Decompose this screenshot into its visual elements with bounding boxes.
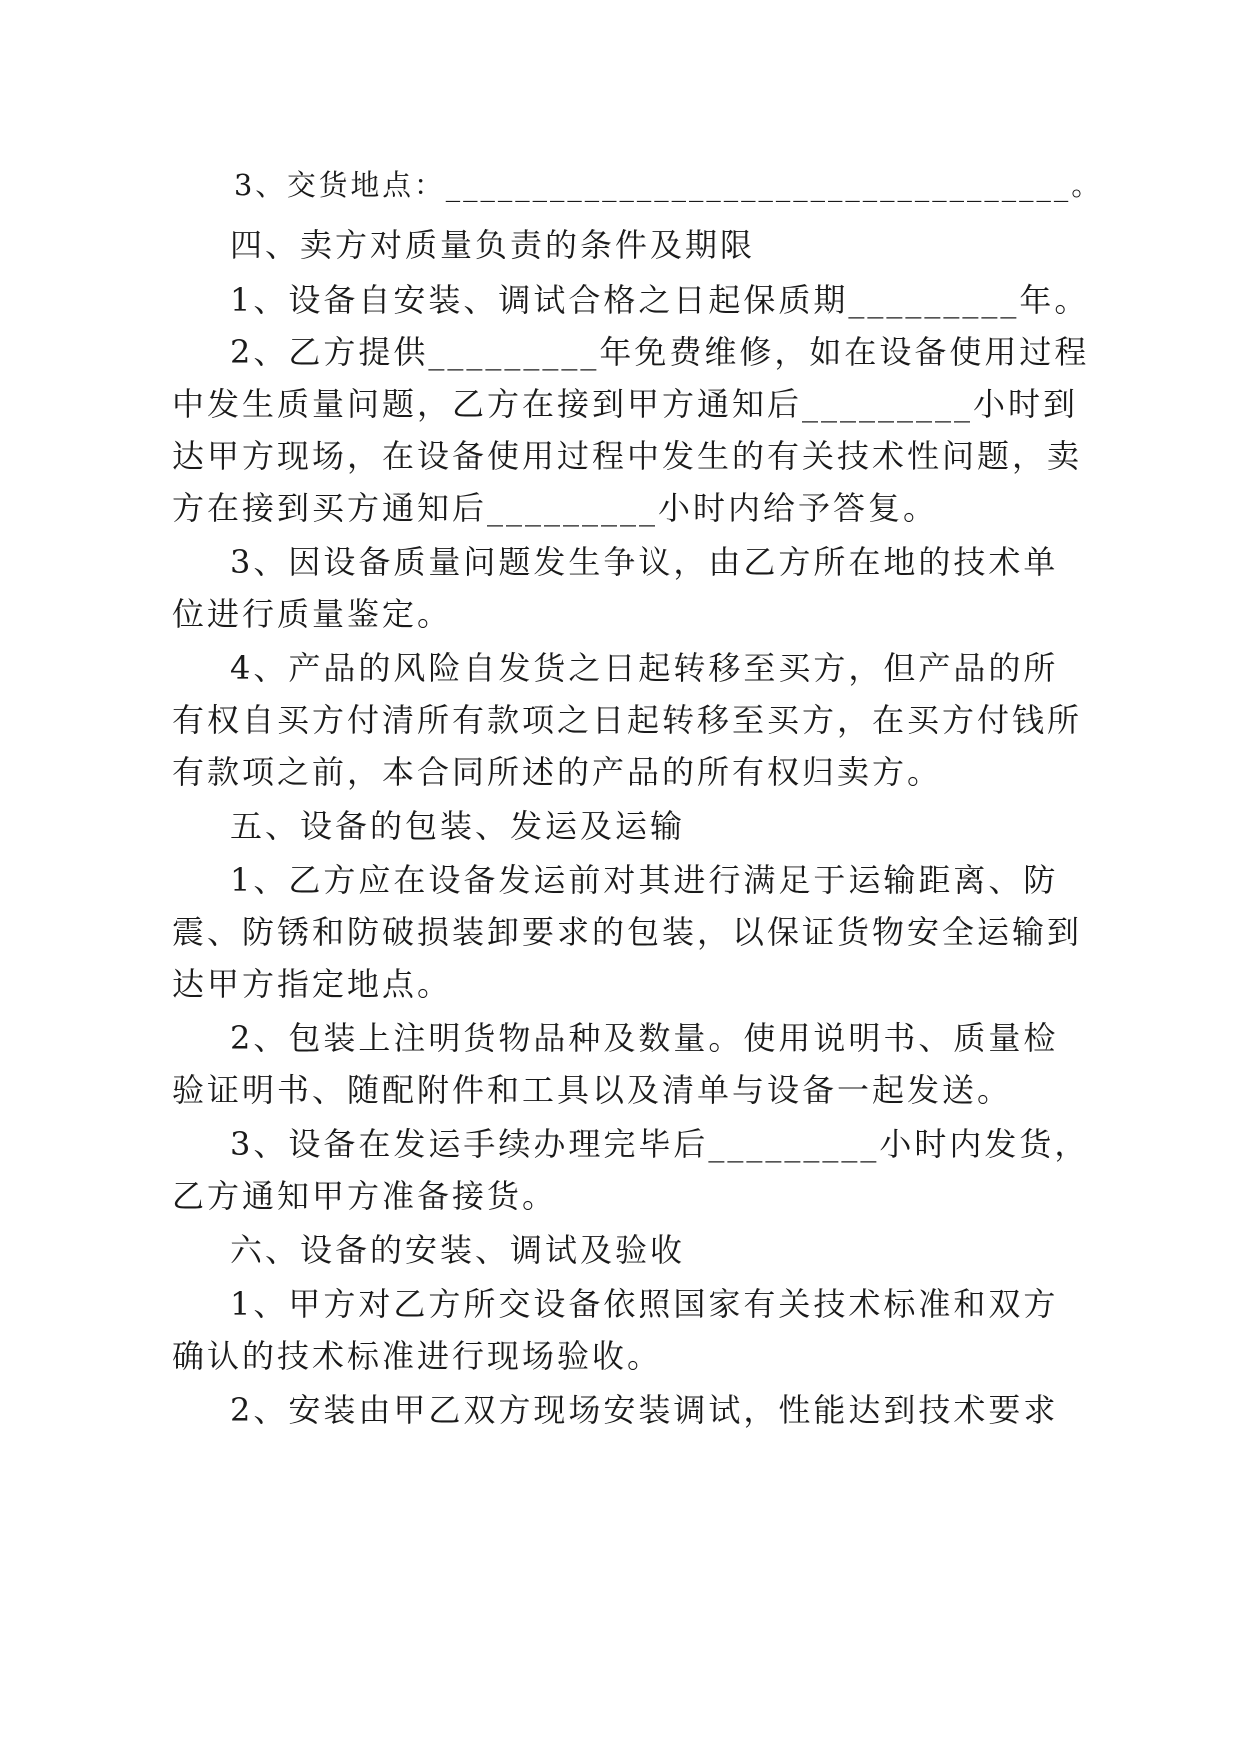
clause-risk-transfer-cont: 有款项之前，本合同所述的产品的所有权归卖方。 [172, 753, 943, 791]
clause-free-repair-cont: 方在接到买方通知后_________小时内给予答复。 [172, 489, 939, 527]
clause-quality-dispute-cont: 位进行质量鉴定。 [172, 595, 453, 633]
clause-free-repair-cont: 达甲方现场，在设备使用过程中发生的有关技术性问题，卖 [172, 437, 1083, 475]
clause-quality-dispute: 3、因设备质量问题发生争议，由乙方所在地的技术单 [230, 543, 1059, 581]
clause-acceptance-cont: 确认的技术标准进行现场验收。 [172, 1337, 663, 1375]
clause-risk-transfer-cont: 有权自买方付清所有款项之日起转移至买方，在买方付钱所 [172, 701, 1083, 739]
section-heading-packaging: 五、设备的包装、发运及运输 [230, 807, 686, 845]
clause-risk-transfer: 4、产品的风险自发货之日起转移至买方，但产品的所 [230, 649, 1059, 687]
clause-packaging: 1、乙方应在设备发运前对其进行满足于运输距离、防 [230, 861, 1059, 899]
clause-packaging-cont: 震、防锈和防破损装卸要求的包装，以保证货物安全运输到 [172, 913, 1083, 951]
clause-acceptance: 1、甲方对乙方所交设备依照国家有关技术标准和双方 [230, 1285, 1059, 1323]
clause-free-repair: 2、乙方提供_________年免费维修，如在设备使用过程 [230, 333, 1090, 371]
clause-installation: 2、安装由甲乙双方现场安装调试，性能达到技术要求 [230, 1391, 1059, 1429]
clause-shipping-time: 3、设备在发运手续办理完毕后_________小时内发货， [230, 1125, 1090, 1163]
section-heading-quality: 四、卖方对质量负责的条件及期限 [230, 226, 756, 264]
clause-package-labeling-cont: 验证明书、随配附件和工具以及清单与设备一起发送。 [172, 1071, 1013, 1109]
clause-free-repair-cont: 中发生质量问题，乙方在接到甲方通知后_________小时到 [172, 385, 1079, 423]
clause-packaging-cont: 达甲方指定地点。 [172, 965, 453, 1003]
clause-package-labeling: 2、包装上注明货物品种及数量。使用说明书、质量检 [230, 1019, 1059, 1057]
clause-shipping-time-cont: 乙方通知甲方准备接货。 [172, 1177, 558, 1215]
clause-warranty-period: 1、设备自安装、调试合格之日起保质期_________年。 [230, 281, 1090, 319]
clause-delivery-location: 3、交货地点：____________________________________。 [234, 168, 1104, 202]
section-heading-installation: 六、设备的安装、调试及验收 [230, 1231, 686, 1269]
